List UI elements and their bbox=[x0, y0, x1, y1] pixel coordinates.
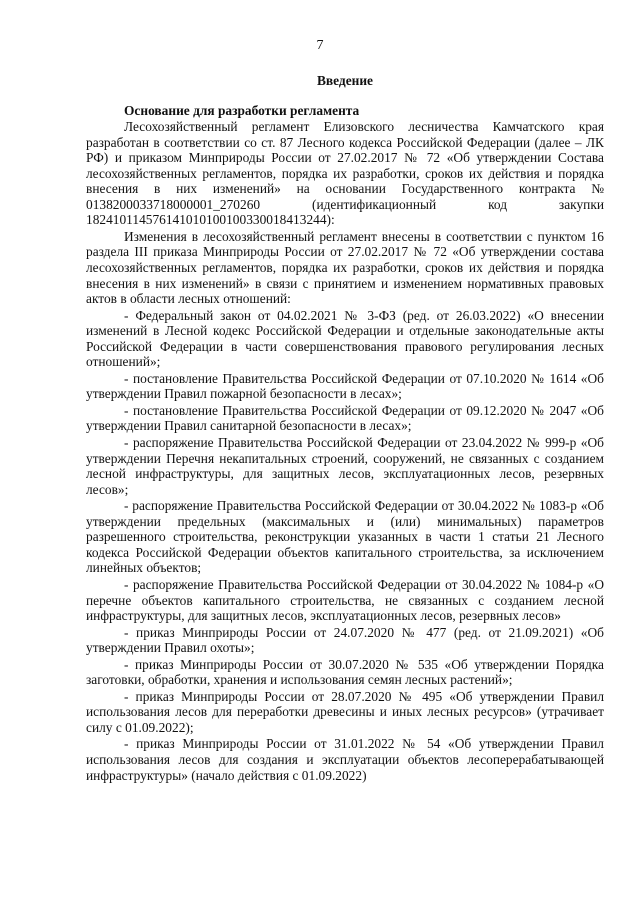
list-item: - приказ Минприроды России от 31.01.2022 № 54 «Об утверждении Правил использования лесов для создания и эксплуатации объектов лесоперерабатывающей инфраструктуры» (начало действия с 01.09.2022) bbox=[86, 736, 604, 783]
paragraph: Лесохозяйственный регламент Елизовского лесничества Камчатского края разработан в соответствии со ст. 87 Лесного кодекса Российской Федерации (далее – ЛК РФ) и приказом Минприроды России от 27.02.2017 № 72 «Об утверждении Состава лесохозяйственных регламентов, порядка их разработки, сроков их действия и порядка внесения в них изменений» на основании Государственного контракта № 0138200033718000001_270260 (идентификационный код закупки 182410114576141010100100330018413244): bbox=[86, 119, 604, 228]
list-item: - приказ Минприроды России от 28.07.2020 № 495 «Об утверждении Правил использования лесов для переработки древесины и иных лесных ресурсов» (утрачивает силу с 01.09.2022); bbox=[86, 688, 604, 735]
page-number: 7 bbox=[316, 38, 324, 53]
paragraph: Изменения в лесохозяйственный регламент внесены в соответствии с пунктом 16 раздела III приказа Минприроды России от 27.02.2017 № 72 «Об утверждении состава лесохозяйственных регламентов, порядка их разработки, сроков их действия и порядка внесения в них изменений» в связи с принятием и изменением нормативных правовых актов в области лесных отношений: bbox=[86, 228, 604, 307]
list-item: - постановление Правительства Российской Федерации от 09.12.2020 № 2047 «Об утверждении Правил санитарной безопасности в лесах»; bbox=[86, 402, 604, 434]
page-title: Введение bbox=[316, 73, 374, 88]
list-item: - распоряжение Правительства Российской Федерации от 23.04.2022 № 999-р «Об утверждении Перечня некапитальных строений, сооружений, не связанных с созданием лесной инфраструктуры, для защитных лесов, эксплуатационных лесов, резервных лесов»; bbox=[86, 435, 604, 497]
list-item: - приказ Минприроды России от 24.07.2020 № 477 (ред. от 21.09.2021) «Об утверждении Правил охоты»; bbox=[86, 624, 604, 656]
list-item: - распоряжение Правительства Российской Федерации от 30.04.2022 № 1083-р «Об утверждении предельных (максимальных и (или) минимальных) параметров разрешенного строительства, реконструкции указанных в части 1 статьи 21 Лесного кодекса Российской Федерации объектов капитального строительства, за исключением линейных объектов; bbox=[86, 498, 604, 576]
list-item: - Федеральный закон от 04.02.2021 № 3-ФЗ (ред. от 26.03.2022) «О внесении изменений в Лесной кодекс Российской Федерации и отдельные законодательные акты Российской Федерации в части совершенствования правового регулирования лесных отношений»; bbox=[86, 307, 604, 370]
page-content bbox=[86, 73, 604, 784]
section-heading: Основание для разработки регламента bbox=[124, 102, 360, 118]
list-item: - постановление Правительства Российской Федерации от 07.10.2020 № 1614 «Об утверждении Правил пожарной безопасности в лесах»; bbox=[86, 370, 604, 402]
list-item: - приказ Минприроды России от 30.07.2020 № 535 «Об утверждении Порядка заготовки, обработки, хранения и использования семян лесных растений»; bbox=[86, 656, 604, 688]
list-item: - распоряжение Правительства Российской Федерации от 30.04.2022 № 1084-р «О перечне объектов капитального строительства, не связанных с созданием лесной инфраструктуры, для защитных лесов, эксплуатационных лесов, резервных лесов» bbox=[86, 576, 604, 624]
